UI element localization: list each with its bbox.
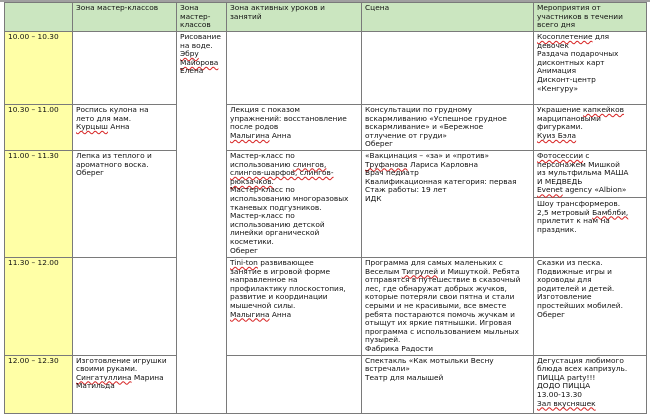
row-11-00 (5, 151, 647, 258)
time-cell: 10.30 – 11.00 (5, 105, 73, 151)
header-blank (5, 3, 73, 32)
master-cell (73, 258, 177, 356)
master-cell (73, 151, 177, 258)
text-line: Украшение капкейков (537, 105, 625, 114)
text-line: ИДК (365, 193, 382, 203)
text-line: Изготовление (537, 292, 592, 302)
text-line: Дегустация любимого (537, 355, 624, 365)
text-line: упражнений: восстановление (230, 113, 347, 123)
text-line: занятие в игровой форме (230, 266, 331, 276)
text-line: ароматного воска. (76, 159, 149, 169)
text-line: 2,5 метровый Бамблби, (537, 207, 629, 217)
text-line: Оберег (365, 139, 394, 149)
active-cell (227, 105, 362, 151)
events-cell (534, 32, 647, 105)
text-line: Шоу трансформеров. (537, 198, 621, 208)
time-cell: 11.30 – 12.00 (5, 258, 73, 356)
text-line: Сказки из песка. (537, 258, 603, 267)
text-line: Анимация (537, 66, 577, 76)
text-line: ДОДО ПИЦЦА (537, 381, 591, 391)
text-line: Мастер-класс по (230, 151, 295, 160)
text-line: отправятся в путешествие в сказочный (365, 275, 521, 285)
text-line: линейки органической (230, 228, 320, 238)
active-cell (227, 258, 362, 356)
text-line: Стаж работы: 19 лет (365, 185, 447, 195)
text-line: блюда всех капризуль. (537, 364, 628, 374)
text-line: ПИЦЦА party!!! (537, 372, 596, 382)
text-line: серыми и не красивыми, все вместе (365, 300, 507, 310)
text-line: которые потеряли свои пятна и стали (365, 292, 515, 302)
events-cell (534, 355, 647, 413)
row-11-30 (5, 258, 647, 356)
events-cell (534, 151, 647, 258)
text-line: марципановыми (537, 113, 601, 123)
header-stage: Сцена (362, 3, 534, 32)
text-line: встречали» (365, 364, 410, 374)
text-line: своими руками. (76, 364, 138, 374)
text-line: Врач педиатр (365, 168, 419, 178)
text-line: Мастер-класс по (230, 185, 295, 195)
text-line: Оберег (537, 309, 566, 319)
text-line: Малыгина Анна (230, 309, 292, 319)
text-line: после родов (230, 122, 279, 132)
text-line: Куиз Бэла (537, 130, 577, 140)
text-line: Квалификационная категория: первая (365, 176, 517, 186)
text-line: вскармливание» и «Бережное (365, 122, 484, 132)
text-line: Веселым Тигрулей и Мишуткой. Ребята (365, 266, 520, 276)
text-line: Подвижные игры и (537, 266, 612, 276)
text-line: Лепка из теплого и (76, 151, 152, 160)
text-line: прилетит к нам на (537, 216, 610, 226)
row-12-00 (5, 355, 647, 413)
text-line: Оберег (76, 168, 105, 178)
text-line: отыщут их яркие пятнышки. Игровая (365, 318, 512, 328)
text-line: родителей и детей. (537, 283, 615, 293)
text-line: направленное на (230, 275, 298, 285)
events-subcell (534, 197, 646, 234)
header-active-zone: Зона активных уроков и занятий (227, 3, 362, 32)
row-10-00 (5, 32, 647, 105)
text-line: отлучение от груди» (365, 130, 447, 140)
schedule-table (4, 2, 647, 414)
text-line: тканевых подгузников. (230, 202, 322, 212)
text-line: Изготовление игрушки (76, 355, 167, 365)
master-cell (73, 32, 177, 105)
text-line: Косоплетение для (537, 32, 610, 41)
text-line: Зал вкусняшек (537, 398, 596, 408)
text-line: 13.00-13.30 (537, 389, 582, 399)
text-line: мышечной силы. (230, 300, 296, 310)
text-line: простейших мобилей. (537, 300, 623, 310)
time-cell: 10.00 – 10.30 (5, 32, 73, 105)
text-line: использованию слингов, (230, 159, 327, 169)
text-line: Фабрика Радости (365, 343, 434, 353)
text-line: Дисконт-центр (537, 74, 596, 84)
time-cell: 12.00 – 12.30 (5, 355, 73, 413)
text-line: Консультации по грудному (365, 105, 473, 114)
text-line: использованию детской (230, 219, 325, 229)
text-line: И МЕДВЕДЬ (537, 176, 583, 186)
master-cell (73, 105, 177, 151)
text-line: Сингатуллина Марина (76, 372, 164, 382)
text-line: лето для мам. (76, 113, 132, 123)
text-line: рюкзачков. (230, 176, 274, 186)
text-line: девочек (537, 40, 569, 50)
text-line: Матильда (76, 381, 115, 391)
active-cell (227, 151, 362, 258)
text-line: из мультфильма МАША (537, 168, 629, 178)
text-line: слингов-шарфов, слингов- (230, 168, 334, 178)
header-master-zone-narrow: Зона мастер- классов (177, 3, 227, 32)
text-line: пузырей. (365, 335, 401, 345)
text-line: персонажем Мишкой (537, 159, 620, 169)
stage-cell (362, 355, 534, 413)
text-line: Театр для малышей (365, 372, 444, 382)
text-line: Курцыш Анна (76, 122, 130, 132)
narrow-column-cell: Рисование на воде. Эбру Майорова Елена (177, 32, 227, 414)
text-line: Evenet agency «Albion» (537, 185, 627, 195)
text-line: развитие и координации (230, 292, 328, 302)
stage-cell (362, 151, 534, 258)
text-line: программа с использованием мыльных (365, 326, 519, 336)
stage-cell (362, 105, 534, 151)
master-cell (73, 355, 177, 413)
text-line: использованию многоразовых (230, 193, 349, 203)
time-cell: 11.00 – 11.30 (5, 151, 73, 258)
text-line: хороводы для (537, 275, 592, 285)
row-10-30 (5, 105, 647, 151)
text-line: Фотосессии с (537, 151, 590, 160)
text-line: Роспись кулона на (76, 105, 149, 114)
text-line: ребята постараются помочь жучкам и (365, 309, 515, 319)
text-line: Программа для самых маленьких с (365, 258, 503, 267)
text-line: Tini-ton развивающее (230, 258, 314, 267)
text-line: дисконтных карт (537, 57, 605, 67)
text-line: Труфанова Лариса Карловна (365, 159, 478, 169)
header-events: Мероприятия от участников в течении всего дня (534, 3, 647, 32)
active-cell (227, 32, 362, 105)
text-line: вскармливанию «Успешное грудное (365, 113, 507, 123)
active-cell (227, 355, 362, 413)
text-line: лес, где обнаружат добрых жучков, (365, 283, 507, 293)
stage-cell (362, 32, 534, 105)
text-line: Спектакль «Как мотыльки Весну (365, 355, 494, 365)
header-master-zone: Зона мастер-классов (73, 3, 177, 32)
text-line: фигурками. (537, 122, 583, 132)
events-cell (534, 258, 647, 356)
text-line: «Вакцинация – «за» и «против» (365, 151, 490, 160)
text-line: Мастер-класс по (230, 211, 295, 221)
text-line: Малыгина Анна (230, 130, 292, 140)
text-line: Лекция с показом (230, 105, 300, 114)
text-line: Оберег (230, 245, 259, 255)
events-cell (534, 105, 647, 151)
header-row (5, 3, 647, 32)
text-line: Раздача подарочных (537, 49, 619, 59)
text-line: «Кенгуру» (537, 83, 578, 93)
text-line: профилактику плоскостопия, (230, 283, 346, 293)
text-line: праздник. (537, 224, 577, 234)
stage-cell (362, 258, 534, 356)
text-line: косметики. (230, 236, 274, 246)
